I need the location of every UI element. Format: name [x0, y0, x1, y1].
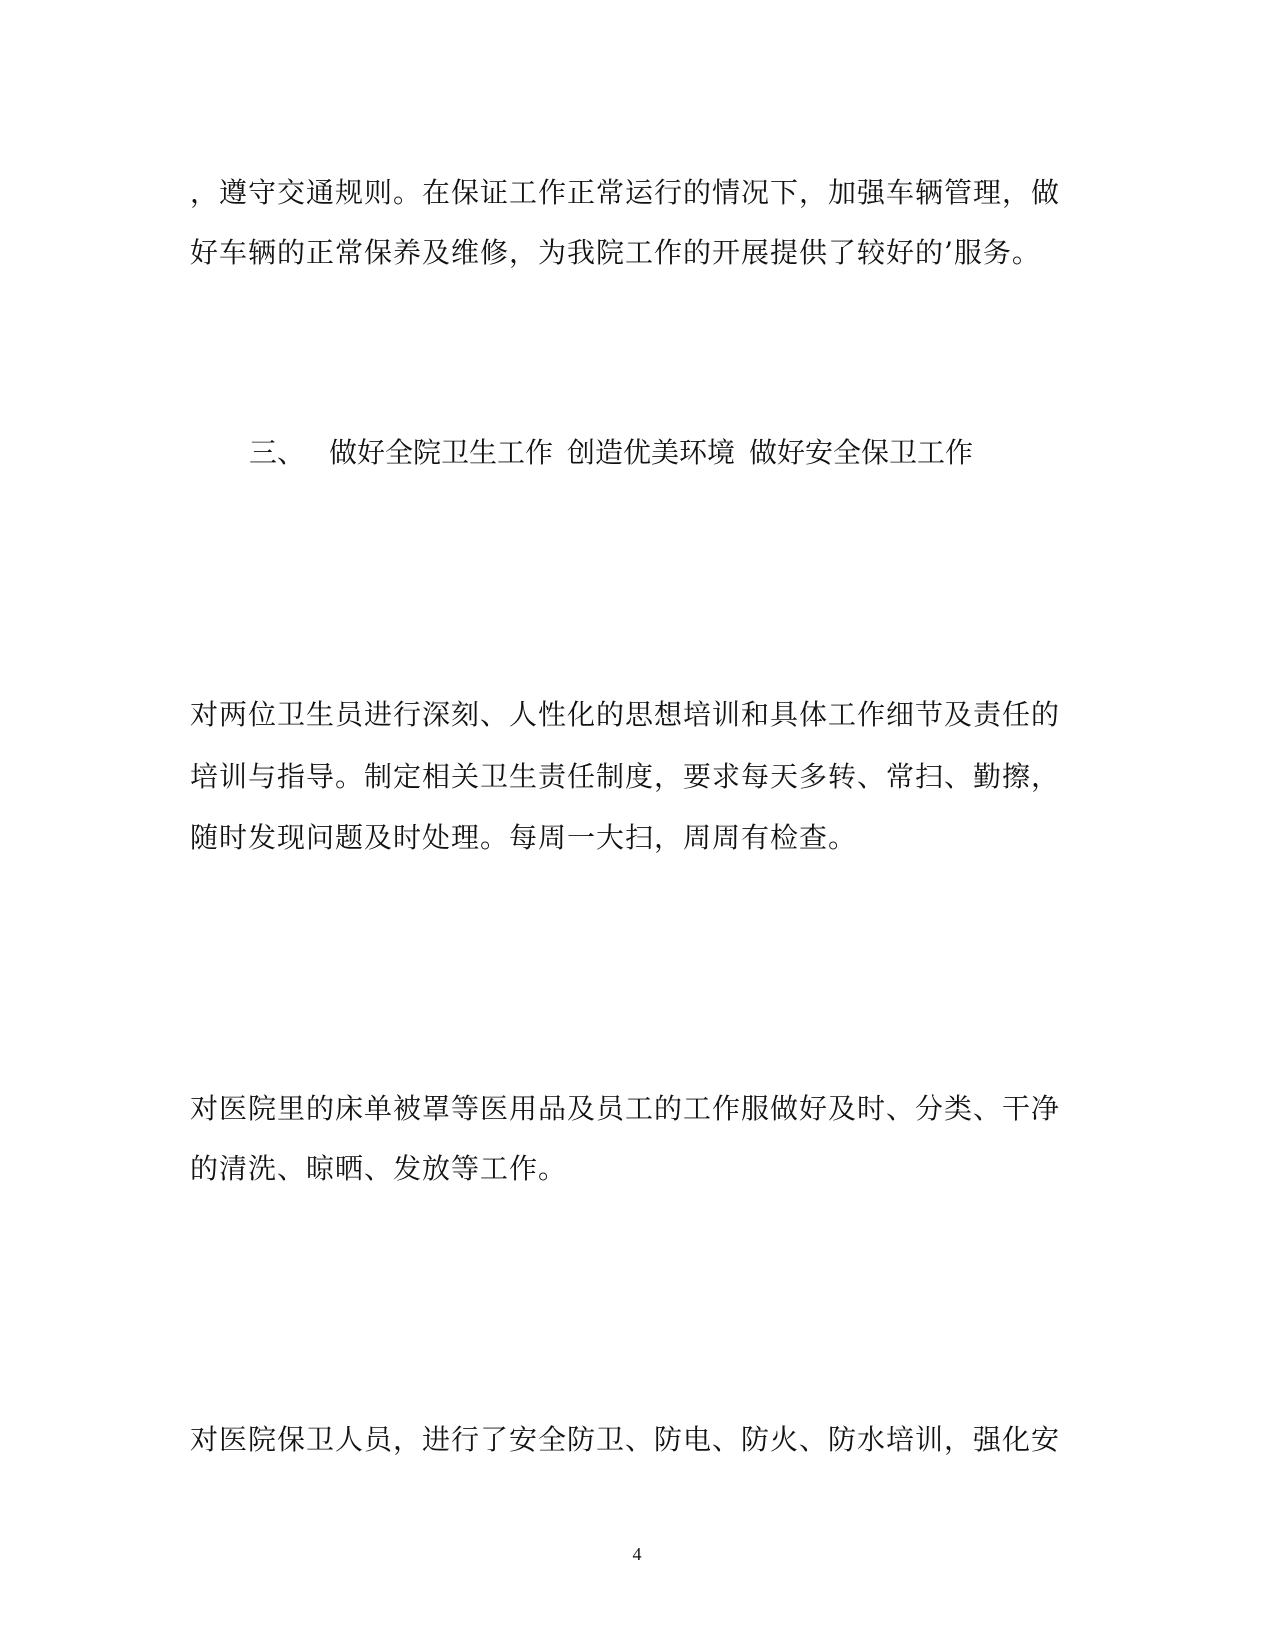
paragraph-2-line-3: 随时发现问题及时处理。每周一大扫，周周有检查。: [190, 821, 858, 854]
paragraph-1-line-1: ，遵守交通规则。在保证工作正常运行的情况下，加强车辆管理，做: [190, 176, 1061, 209]
page-number: 4: [632, 1544, 642, 1564]
paragraph-3-line-2: 的清洗、晾晒、发放等工作。: [190, 1152, 568, 1185]
section-number: 三、: [249, 436, 306, 469]
paragraph-2-line-2: 培训与指导。制定相关卫生责任制度，要求每天多转、常扫、勤擦，: [190, 760, 1061, 793]
section-heading: [249, 433, 973, 473]
section-heading-part-1: 做好全院卫生工作: [329, 436, 554, 469]
paragraph-2-line-1: 对两位卫生员进行深刻、人性化的思想培训和具体工作细节及责任的: [190, 698, 1061, 731]
section-heading-part-2: 创造优美环境: [567, 436, 736, 469]
paragraph-1-line-2: 好车辆的正常保养及维修，为我院工作的开展提供了较好的’服务。: [190, 236, 1041, 269]
paragraph-4-line-1: 对医院保卫人员，进行了安全防卫、防电、防火、防水培训，强化安: [190, 1423, 1061, 1456]
section-heading-part-3: 做好安全保卫工作: [749, 436, 974, 469]
paragraph-3-line-1: 对医院里的床单被罩等医用品及员工的工作服做好及时、分类、干净: [190, 1092, 1061, 1125]
